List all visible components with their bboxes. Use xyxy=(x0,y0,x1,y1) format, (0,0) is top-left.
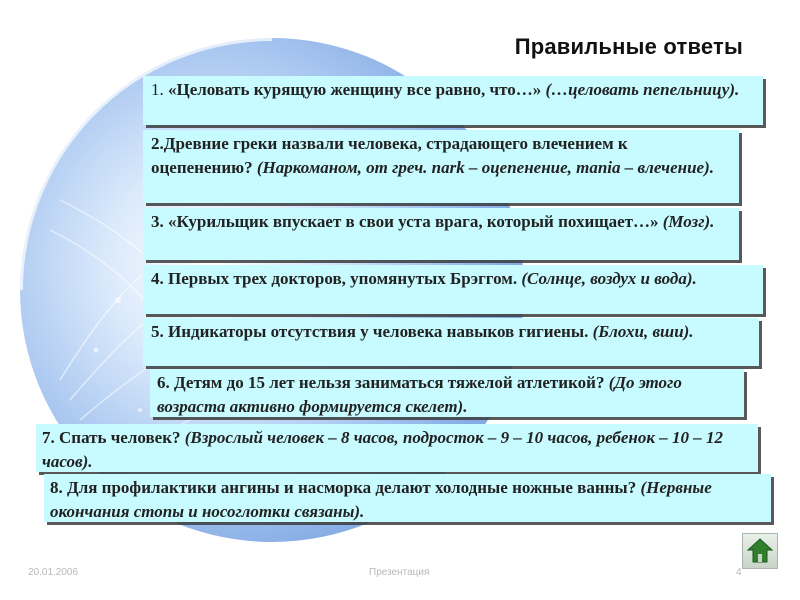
answer-number: 8. xyxy=(50,478,63,497)
answer-card-8 xyxy=(44,474,771,522)
answer-question: Древние греки назвали человека, страдающего влечением к оцепенению? xyxy=(151,134,628,177)
answer-text: (Солнце, воздух и вода). xyxy=(521,269,697,288)
footer-date: 20.01.2006 xyxy=(28,567,79,578)
answer-card-2 xyxy=(143,130,739,203)
answer-text: (…целовать пепельницу). xyxy=(545,80,740,99)
answer-text: (Блохи, вши). xyxy=(592,322,694,341)
answer-text: (Наркоманом, от греч. nark – оцепенение, mania – влечение). xyxy=(256,158,714,177)
answer-question: Для профилактики ангины и насморка делают холодные ножные ванны? xyxy=(67,478,637,497)
answer-number: 1. xyxy=(151,80,164,99)
slide-title: Правильные ответы xyxy=(514,34,743,59)
answer-card-6 xyxy=(150,369,744,417)
answer-question: «Курильщик впускает в свои уста врага, который похищает…» xyxy=(168,212,659,231)
answer-question: «Целовать курящую женщину все равно, что…» xyxy=(168,80,542,99)
answer-number: 5. xyxy=(151,322,164,341)
answer-text: (До этого возраста активно формируется скелет). xyxy=(157,373,682,416)
answer-text: (Нервные окончания стопы и носоглотки связаны). xyxy=(50,478,712,521)
answer-card-5 xyxy=(143,318,759,366)
answer-text: (Мозг). xyxy=(662,212,715,231)
answer-text: (Взрослый человек – 8 часов, подросток – 9 – 10 часов, ребенок – 10 – 12 часов). xyxy=(42,428,723,471)
answer-question: Первых трех докторов, упомянутых Брэггом. xyxy=(168,269,518,288)
answer-number: 7. xyxy=(42,428,55,447)
answer-card-7 xyxy=(36,424,758,472)
answer-number: 6. xyxy=(157,373,170,392)
answer-question: Индикаторы отсутствия у человека навыков гигиены. xyxy=(168,322,589,341)
answer-card-1 xyxy=(143,76,763,125)
answer-question: Спать человек? xyxy=(59,428,181,447)
home-arrow-icon xyxy=(743,534,777,568)
answer-question: Детям до 15 лет нельзя заниматься тяжелой атлетикой? xyxy=(174,373,605,392)
nav-home-button[interactable] xyxy=(742,533,778,569)
answer-number: 4. xyxy=(151,269,164,288)
footer-page-number: 4 xyxy=(736,567,742,578)
footer-title: Презентация xyxy=(369,567,430,578)
answer-card-4 xyxy=(143,265,763,314)
answer-card-3 xyxy=(143,208,739,260)
answer-number: 3. xyxy=(151,212,164,231)
answer-number: 2. xyxy=(151,134,164,153)
